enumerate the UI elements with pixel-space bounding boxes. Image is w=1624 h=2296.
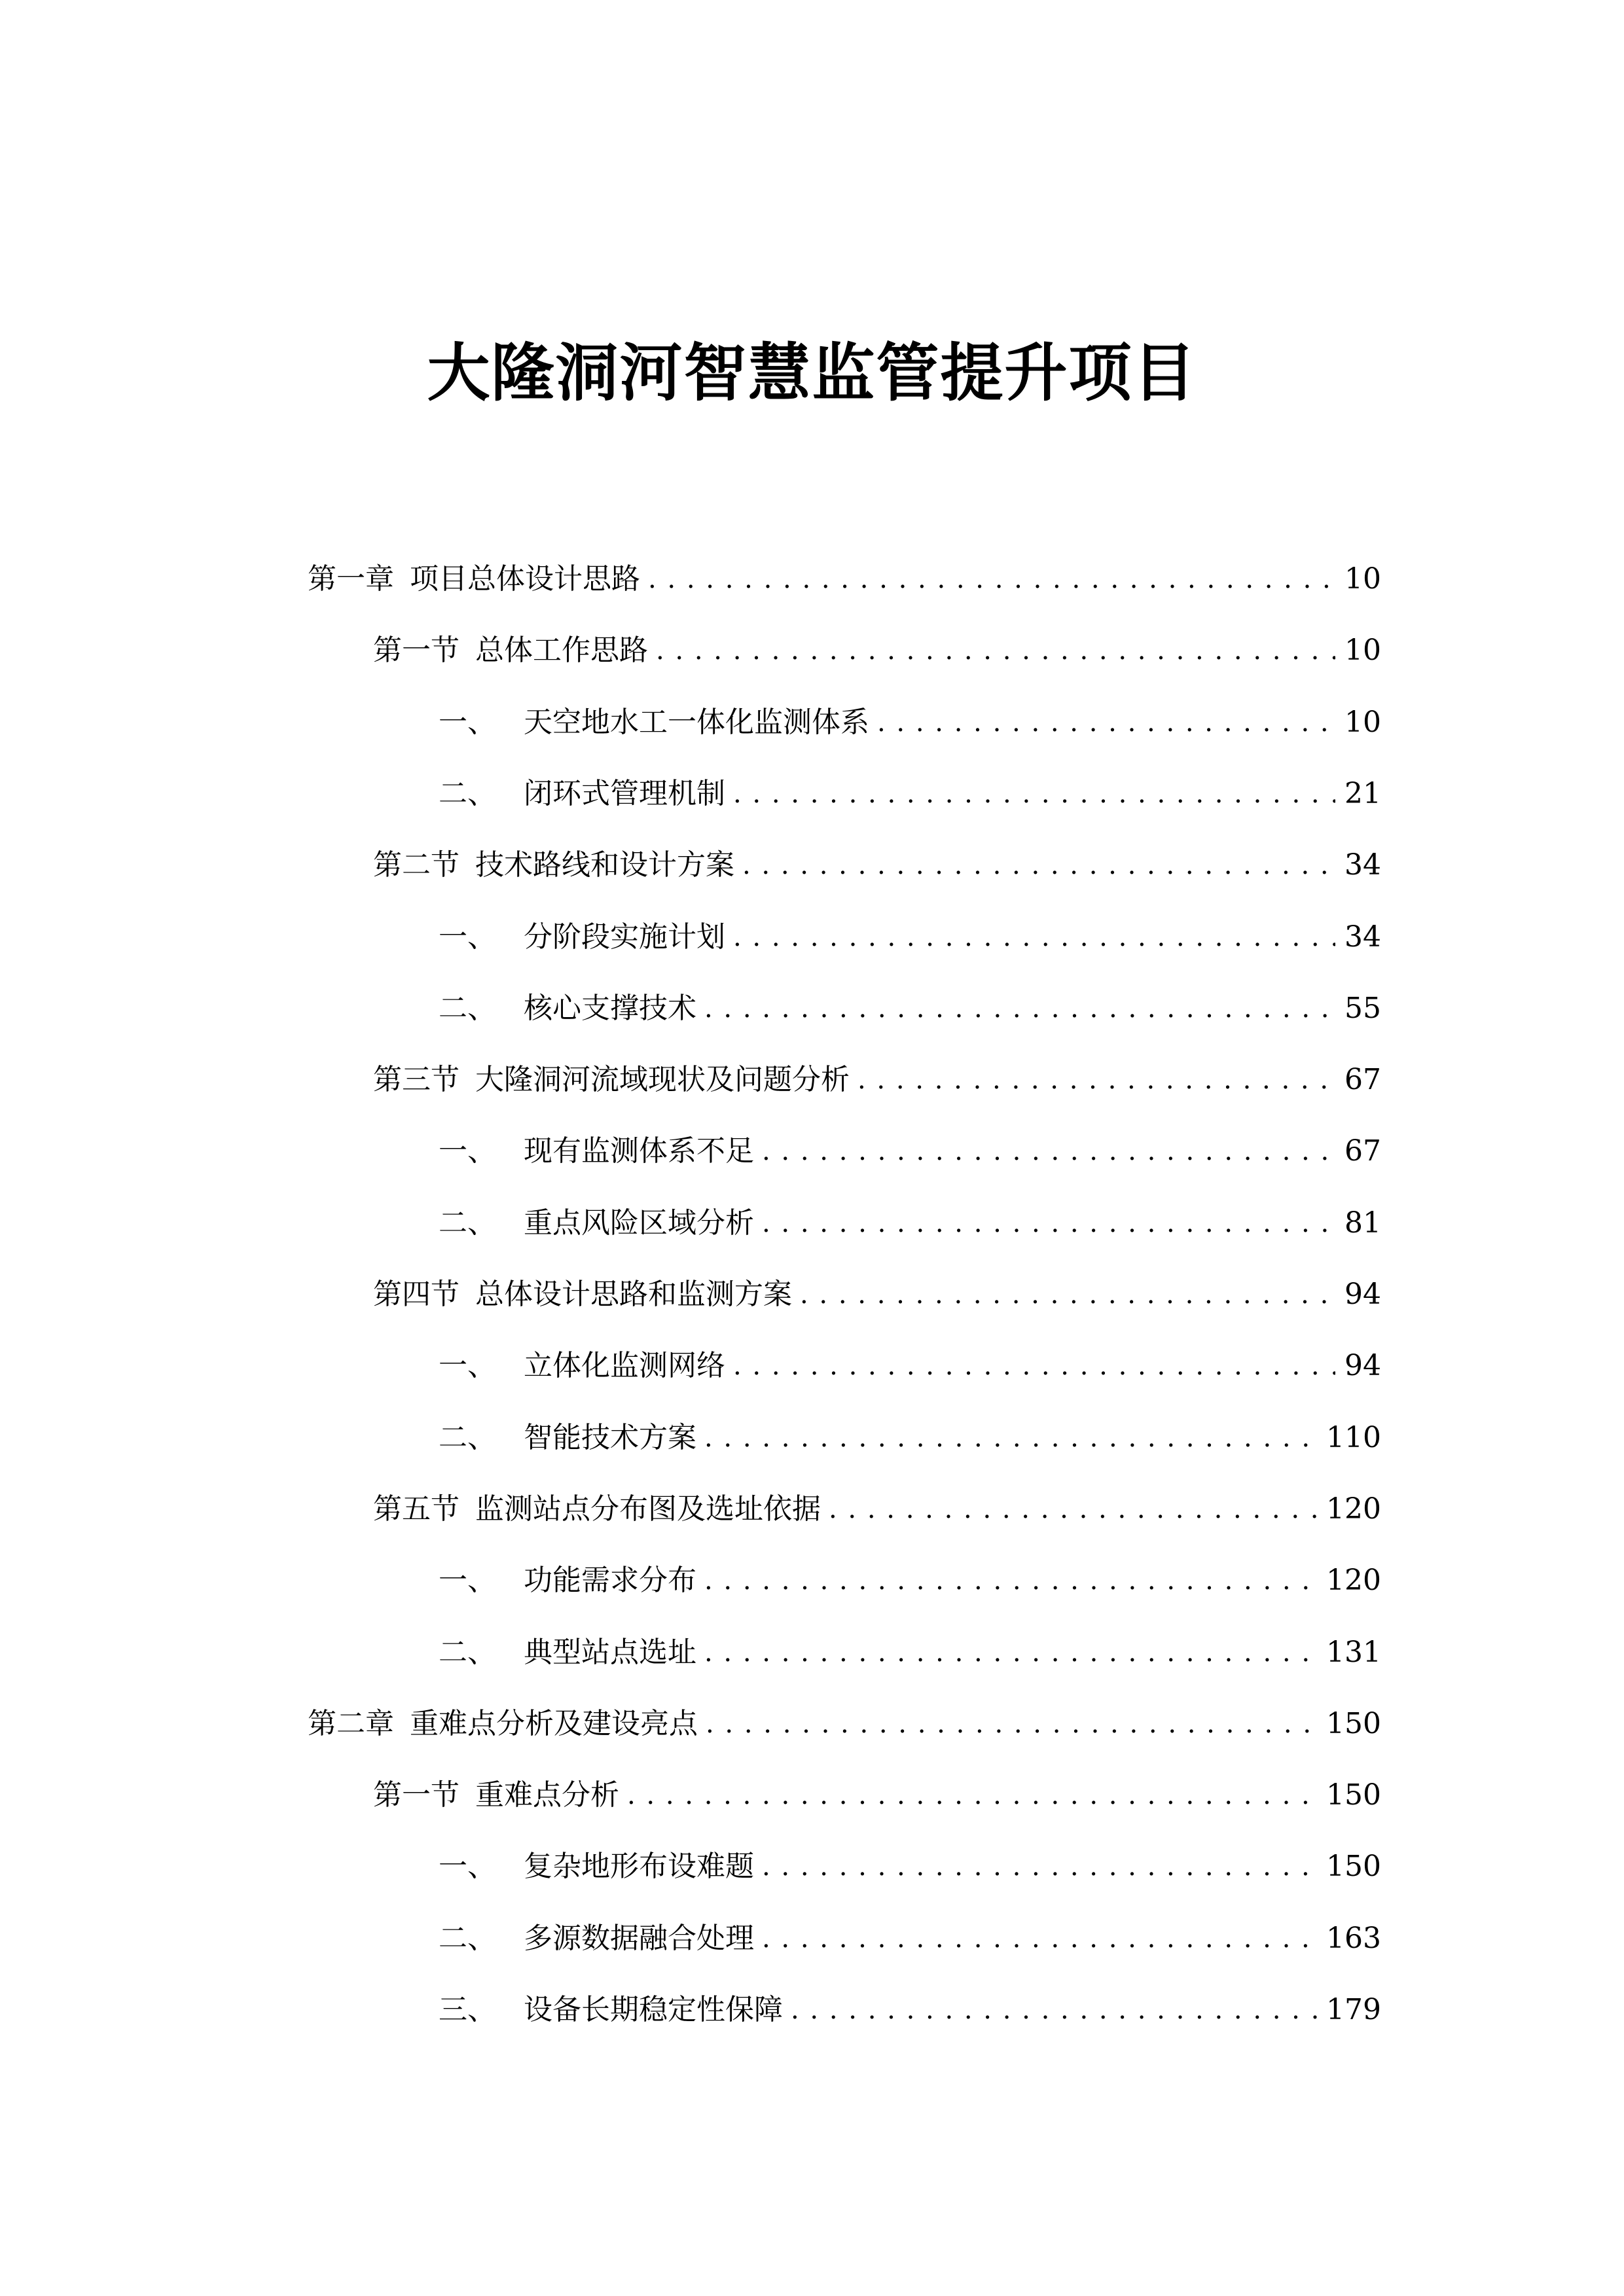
toc-entry[interactable]	[439, 1840, 1381, 1893]
toc-entry-page: 94	[1344, 1349, 1381, 1383]
toc-entry-number: 第四节	[373, 1278, 460, 1311]
toc-entry-title: 重点风险区域分析	[524, 1206, 754, 1240]
toc-entry-number: 第二章	[308, 1706, 394, 1740]
toc-entry-page: 120	[1326, 1492, 1381, 1526]
toc-dot-leader	[733, 768, 1335, 820]
toc-entry[interactable]	[373, 624, 1381, 677]
toc-entry[interactable]	[373, 1054, 1381, 1106]
toc-entry-page: 150	[1326, 1706, 1381, 1740]
toc-entry-title: 重难点分析	[475, 1778, 619, 1812]
toc-entry-title: 总体工作思路	[475, 634, 648, 668]
toc-entry-page: 55	[1344, 991, 1381, 1025]
toc-entry[interactable]	[373, 839, 1381, 891]
toc-dot-leader	[762, 1197, 1335, 1249]
toc-dot-leader	[742, 839, 1335, 891]
toc-entry-page: 34	[1344, 920, 1381, 954]
toc-entry-page: 120	[1326, 1564, 1381, 1598]
toc-dot-leader	[706, 1698, 1320, 1750]
toc-entry[interactable]	[439, 768, 1381, 820]
toc-entry-number: 第五节	[373, 1492, 460, 1526]
toc-entry-page: 67	[1344, 1063, 1381, 1097]
toc-entry[interactable]	[439, 1412, 1381, 1464]
toc-entry-title: 大隆洞河流域现状及问题分析	[475, 1063, 850, 1097]
toc-entry-number: 第一章	[308, 562, 394, 596]
toc-entry[interactable]	[439, 1197, 1381, 1249]
toc-entry-page: 67	[1344, 1134, 1381, 1168]
toc-entry-number: 第一节	[373, 634, 460, 668]
toc-entry-number: 一、	[439, 1349, 496, 1383]
toc-entry-page: 94	[1344, 1278, 1381, 1311]
toc-entry-number: 一、	[439, 1564, 496, 1598]
toc-entry-page: 81	[1344, 1206, 1381, 1240]
toc-entry[interactable]	[439, 982, 1381, 1035]
toc-entry[interactable]	[373, 1483, 1381, 1535]
toc-entry-number: 二、	[439, 1420, 496, 1454]
document-title: 大隆洞河智慧监管提升项目	[427, 336, 1197, 410]
toc-dot-leader	[829, 1483, 1320, 1535]
toc-entry-title: 复杂地形布设难题	[524, 1850, 754, 1884]
toc-entry-page: 21	[1344, 776, 1381, 810]
toc-dot-leader	[704, 982, 1335, 1035]
toc-entry-number: 第一节	[373, 1778, 460, 1812]
toc-entry[interactable]	[308, 553, 1381, 605]
toc-entry-number: 二、	[439, 1921, 496, 1955]
toc-entry-title: 智能技术方案	[524, 1420, 696, 1454]
toc-entry-number: 一、	[439, 1850, 496, 1884]
toc-entry-page: 150	[1326, 1850, 1381, 1884]
toc-entry[interactable]	[439, 1912, 1381, 1965]
toc-entry-page: 34	[1344, 848, 1381, 882]
toc-entry-title: 总体设计思路和监测方案	[475, 1278, 792, 1311]
toc-dot-leader	[762, 1840, 1320, 1893]
toc-entry-page: 10	[1344, 634, 1381, 668]
toc-entry[interactable]	[439, 696, 1381, 749]
toc-dot-leader	[627, 1769, 1320, 1821]
toc-entry-page: 110	[1326, 1420, 1381, 1454]
toc-entry-number: 二、	[439, 1635, 496, 1669]
toc-entry-page: 150	[1326, 1778, 1381, 1812]
toc-dot-leader	[656, 624, 1335, 677]
toc-dot-leader	[704, 1554, 1320, 1607]
toc-entry-page: 179	[1326, 1993, 1381, 2026]
toc-dot-leader	[733, 911, 1335, 963]
toc-entry-title: 多源数据融合处理	[524, 1921, 754, 1955]
toc-dot-leader	[733, 1340, 1335, 1392]
toc-entry-title: 天空地水工一体化监测体系	[524, 705, 869, 739]
toc-entry-title: 典型站点选址	[524, 1635, 696, 1669]
toc-dot-leader	[762, 1125, 1335, 1177]
toc-entry-title: 现有监测体系不足	[524, 1134, 754, 1168]
toc-dot-leader	[857, 1054, 1335, 1106]
toc-entry-number: 三、	[439, 1993, 496, 2026]
toc-entry-title: 功能需求分布	[524, 1564, 696, 1598]
toc-entry-title: 闭环式管理机制	[524, 776, 725, 810]
toc-entry-title: 分阶段实施计划	[524, 920, 725, 954]
toc-entry-number: 二、	[439, 1206, 496, 1240]
toc-dot-leader	[704, 1626, 1320, 1679]
toc-entry-page: 10	[1344, 562, 1381, 596]
toc-entry-title: 项目总体设计思路	[410, 562, 640, 596]
toc-entry[interactable]	[308, 1698, 1381, 1750]
toc-entry-title: 重难点分析及建设亮点	[410, 1706, 698, 1740]
toc-entry[interactable]	[439, 1554, 1381, 1607]
toc-entry[interactable]	[373, 1268, 1381, 1321]
toc-dot-leader	[762, 1912, 1320, 1965]
toc-entry-number: 二、	[439, 991, 496, 1025]
toc-entry[interactable]	[439, 911, 1381, 963]
toc-dot-leader	[877, 696, 1335, 749]
toc-entry-number: 一、	[439, 920, 496, 954]
toc-dot-leader	[704, 1412, 1320, 1464]
toc-entry-title: 技术路线和设计方案	[475, 848, 734, 882]
toc-entry[interactable]	[439, 1340, 1381, 1392]
toc-entry-page: 163	[1326, 1921, 1381, 1955]
toc-entry-number: 第二节	[373, 848, 460, 882]
toc-entry-title: 核心支撑技术	[524, 991, 696, 1025]
toc-entry-page: 10	[1344, 705, 1381, 739]
toc-entry-page: 131	[1326, 1635, 1381, 1669]
toc-entry-title: 立体化监测网络	[524, 1349, 725, 1383]
toc-dot-leader	[648, 553, 1335, 605]
toc-entry[interactable]	[439, 1626, 1381, 1679]
toc-entry-number: 二、	[439, 776, 496, 810]
toc-entry-number: 一、	[439, 1134, 496, 1168]
toc-entry-title: 监测站点分布图及选址依据	[475, 1492, 821, 1526]
toc-entry-title: 设备长期稳定性保障	[524, 1993, 783, 2026]
toc-entry[interactable]	[373, 1769, 1381, 1821]
toc-dot-leader	[800, 1268, 1335, 1321]
toc-entry[interactable]	[439, 1984, 1381, 2036]
toc-entry-number: 第三节	[373, 1063, 460, 1097]
toc-entry-number: 一、	[439, 705, 496, 739]
toc-entry[interactable]	[439, 1125, 1381, 1177]
toc-dot-leader	[791, 1984, 1320, 2036]
